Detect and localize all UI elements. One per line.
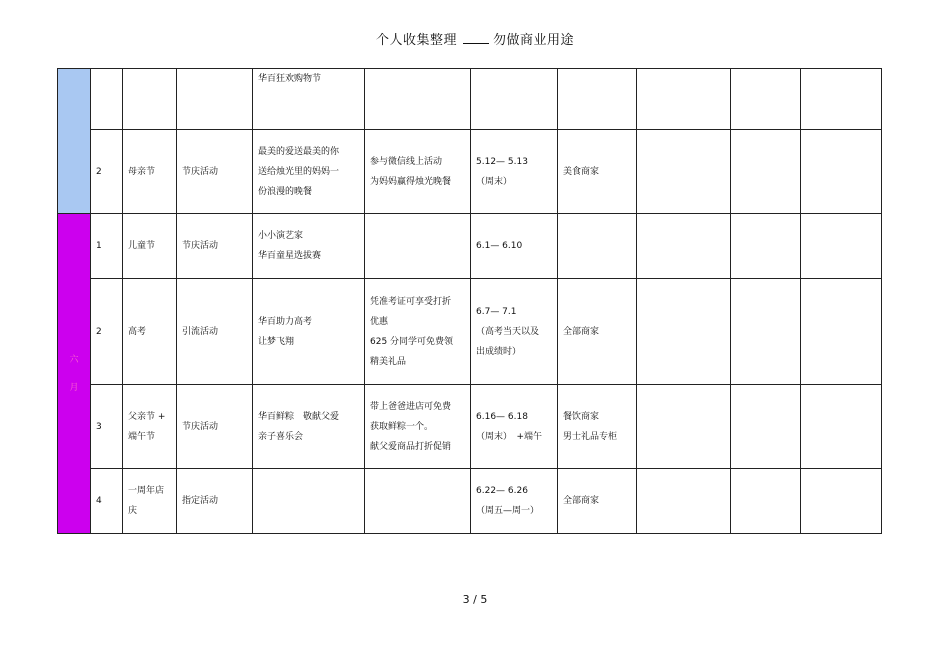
empty-cell: [801, 69, 882, 130]
theme-cell: 华百狂欢购物节: [253, 69, 365, 130]
theme-cell: 最美的爱送最美的你 送给烛光里的妈妈一 份浪漫的晚餐: [253, 130, 365, 214]
type-cell: 节庆活动: [177, 130, 253, 214]
theme-cell: 华百助力高考 让梦飞翔: [253, 279, 365, 385]
empty-cell: [801, 214, 882, 279]
festival-cell: 儿童节: [123, 214, 177, 279]
merchant-cell: [558, 69, 637, 130]
empty-cell: [731, 214, 801, 279]
merchant-cell: 全部商家: [558, 279, 637, 385]
row-number: 1: [91, 214, 123, 279]
row-number: [91, 69, 123, 130]
page-number: 3 / 5: [462, 593, 488, 606]
table-row: [58, 279, 882, 385]
type-cell: 节庆活动: [177, 385, 253, 469]
month-cell-june: [58, 214, 91, 534]
header-text-2: 勿做商业用途: [493, 33, 575, 48]
festival-cell: [123, 69, 177, 130]
month-cell-may: [58, 69, 91, 214]
table-row: [58, 385, 882, 469]
date-cell: 6.16— 6.18 （周末） +端午: [471, 385, 558, 469]
empty-cell: [731, 130, 801, 214]
empty-cell: [731, 469, 801, 534]
empty-cell: [731, 69, 801, 130]
empty-cell: [801, 469, 882, 534]
empty-cell: [637, 214, 731, 279]
date-cell: [471, 69, 558, 130]
empty-cell: [637, 130, 731, 214]
activity-cell: [365, 469, 471, 534]
empty-cell: [801, 279, 882, 385]
type-cell: 节庆活动: [177, 214, 253, 279]
activity-cell: 带上爸爸进店可免费 获取鲜粽一个。 献父爱商品打折促销: [365, 385, 471, 469]
row-number: 2: [91, 279, 123, 385]
empty-cell: [801, 130, 882, 214]
page-header: [0, 29, 950, 48]
date-cell: 6.1— 6.10: [471, 214, 558, 279]
activity-table: [57, 68, 882, 534]
type-cell: 指定活动: [177, 469, 253, 534]
date-cell: 5.12— 5.13 （周末）: [471, 130, 558, 214]
header-underline: [463, 31, 489, 44]
row-number: 2: [91, 130, 123, 214]
header-text-1: 个人收集整理: [375, 33, 457, 48]
activity-cell: 参与微信线上活动 为妈妈赢得烛光晚餐: [365, 130, 471, 214]
theme-cell: [253, 469, 365, 534]
table-row: [58, 130, 882, 214]
merchant-cell: [558, 214, 637, 279]
date-cell: 6.7— 7.1 （高考当天以及 出成绩时）: [471, 279, 558, 385]
date-cell: 6.22— 6.26 （周五—周一）: [471, 469, 558, 534]
merchant-cell: 美食商家: [558, 130, 637, 214]
festival-cell: 一周年店 庆: [123, 469, 177, 534]
empty-cell: [637, 279, 731, 385]
activity-cell: 凭准考证可享受打折 优惠 625 分同学可免费领 精美礼品: [365, 279, 471, 385]
activity-cell: [365, 214, 471, 279]
empty-cell: [637, 385, 731, 469]
row-number: 3: [91, 385, 123, 469]
table-row: [58, 69, 882, 130]
merchant-cell: 全部商家: [558, 469, 637, 534]
empty-cell: [637, 469, 731, 534]
month-label-1: 六: [69, 354, 79, 365]
month-label-2: 月: [69, 382, 79, 393]
empty-cell: [731, 385, 801, 469]
festival-cell: 父亲节 + 端午节: [123, 385, 177, 469]
theme-cell: 小小演艺家 华百童星选拔赛: [253, 214, 365, 279]
type-cell: [177, 69, 253, 130]
empty-cell: [801, 385, 882, 469]
type-cell: 引流活动: [177, 279, 253, 385]
merchant-cell: 餐饮商家 男士礼品专柜: [558, 385, 637, 469]
theme-cell: 华百鲜粽 敬献父爱 亲子喜乐会: [253, 385, 365, 469]
activity-cell: [365, 69, 471, 130]
festival-cell: 高考: [123, 279, 177, 385]
table-row: [58, 214, 882, 279]
table-row: [58, 469, 882, 534]
empty-cell: [637, 69, 731, 130]
festival-cell: 母亲节: [123, 130, 177, 214]
empty-cell: [731, 279, 801, 385]
row-number: 4: [91, 469, 123, 534]
